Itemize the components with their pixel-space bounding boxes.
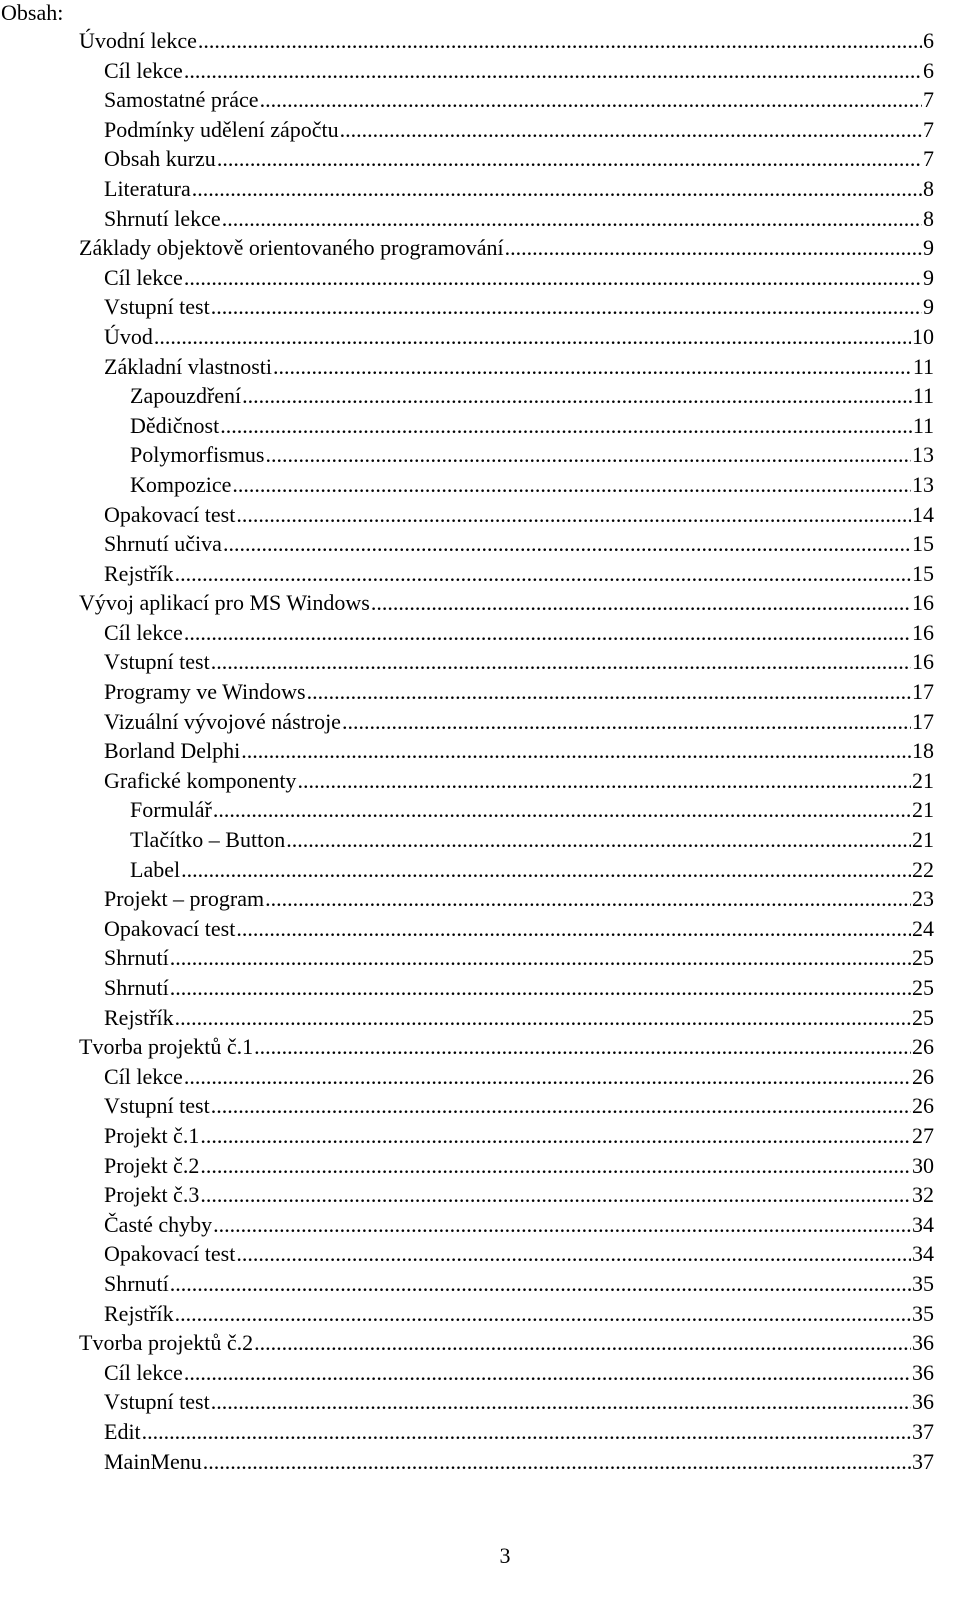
toc-entry-title: Cíl lekce [104, 264, 183, 290]
toc-entry-row[interactable] [104, 1151, 934, 1181]
toc-entry-page: 16 [912, 590, 934, 616]
toc-entry-row[interactable] [104, 1091, 934, 1121]
toc-entry-page: 15 [912, 560, 934, 586]
dot-leader [273, 352, 912, 382]
toc-heading: Obsah: [1, 0, 64, 25]
dot-leader [254, 1032, 911, 1062]
dot-leader [286, 825, 911, 855]
toc-entry-row[interactable] [104, 1180, 934, 1210]
toc-entry[interactable] [0, 233, 960, 263]
toc-entry-title: Opakovací test [104, 1241, 236, 1267]
toc-entry-row[interactable] [104, 1210, 934, 1240]
toc-entry[interactable] [0, 1062, 960, 1092]
toc-entry-row[interactable] [104, 292, 934, 322]
toc-entry-row[interactable] [104, 559, 934, 589]
toc-entry-row[interactable] [104, 144, 934, 174]
toc-entry-page: 9 [923, 264, 934, 290]
toc-entry-page: 9 [923, 294, 934, 320]
toc-entry[interactable] [0, 1210, 960, 1240]
toc-entry[interactable] [0, 736, 960, 766]
toc-entry-title: Tvorba projektů č.2 [79, 1330, 254, 1356]
dot-leader [175, 559, 911, 589]
dot-leader [340, 115, 922, 145]
toc-entry-title: Časté chyby [104, 1211, 213, 1237]
dot-leader [213, 795, 911, 825]
toc-entry[interactable] [0, 352, 960, 382]
toc-entry-title: Cíl lekce [104, 57, 183, 83]
toc-entry-row[interactable] [104, 500, 934, 530]
toc-entry-row[interactable] [79, 1328, 934, 1358]
toc-entry[interactable] [0, 766, 960, 796]
toc-entry-row[interactable] [130, 825, 934, 855]
toc-entry-page: 17 [912, 708, 934, 734]
toc-entry-row[interactable] [130, 795, 934, 825]
toc-entry[interactable] [0, 559, 960, 589]
toc-entry-title: Vstupní test [104, 649, 210, 675]
toc-entry-title: Obsah kurzu [104, 146, 216, 172]
dot-leader [198, 26, 922, 56]
dot-leader [211, 1091, 911, 1121]
dot-leader [142, 1417, 911, 1447]
toc-entry-title: Úvod [104, 323, 153, 349]
toc-entry[interactable] [0, 440, 960, 470]
toc-entry-page: 37 [912, 1448, 934, 1474]
toc-entry-title: Vstupní test [104, 294, 210, 320]
dot-leader [297, 766, 911, 796]
toc-entry-page: 10 [912, 323, 934, 349]
toc-entry-page: 11 [912, 383, 934, 409]
dot-leader [236, 1239, 911, 1269]
toc-entry[interactable] [0, 1299, 960, 1329]
toc-entry-title: Opakovací test [104, 915, 236, 941]
dot-leader [184, 1062, 911, 1092]
toc-entry-row[interactable] [104, 1299, 934, 1329]
dot-leader [232, 470, 911, 500]
toc-entry-page: 6 [923, 57, 934, 83]
toc-entry-page: 25 [912, 975, 934, 1000]
toc-entry[interactable] [0, 647, 960, 677]
toc-entry-row[interactable] [104, 647, 934, 677]
toc-entry[interactable] [0, 56, 960, 86]
toc-entry-title: Programy ve Windows [104, 679, 306, 705]
dot-leader [241, 736, 911, 766]
toc-entry-page: 25 [912, 1004, 934, 1030]
dot-leader [307, 677, 911, 707]
toc-entry[interactable] [0, 470, 960, 500]
toc-entry-row[interactable] [130, 440, 934, 470]
toc-entry[interactable] [0, 1269, 960, 1299]
toc-entry-row[interactable] [130, 470, 934, 500]
toc-entry-row[interactable] [104, 1358, 934, 1388]
toc-entry-page: 34 [912, 1211, 934, 1237]
toc-entry[interactable] [0, 825, 960, 855]
toc-entry[interactable] [0, 914, 960, 944]
toc-entry[interactable] [0, 1328, 960, 1358]
toc-entry-page: 30 [912, 1152, 934, 1178]
toc-entry-title: Rejstřík [104, 560, 174, 586]
toc-entry-row[interactable] [104, 943, 934, 973]
dot-leader [184, 263, 922, 293]
toc-entry-page: 11 [912, 353, 934, 379]
dot-leader [505, 233, 922, 263]
toc-entry-title: Literatura [104, 175, 191, 201]
dot-leader [220, 411, 912, 441]
toc-entry-page: 27 [912, 1122, 934, 1148]
toc-entry-page: 21 [912, 767, 934, 793]
dot-leader [211, 292, 922, 322]
toc-entry[interactable] [0, 26, 960, 56]
toc-entry-row[interactable] [104, 529, 934, 559]
toc-entry-row[interactable] [130, 411, 934, 441]
toc-entry[interactable] [0, 677, 960, 707]
dot-leader [223, 529, 911, 559]
toc-entry-row[interactable] [104, 1387, 934, 1417]
toc-entry-title: Dědičnost [130, 412, 220, 438]
toc-entry-row[interactable] [104, 85, 934, 115]
toc-entry-title: Podmínky udělení zápočtu [104, 116, 339, 142]
toc-entry-title: Tlačítko – Button [130, 827, 286, 853]
toc-entry-title: Úvodní lekce [79, 28, 197, 53]
toc-entry-page: 35 [912, 1300, 934, 1326]
dot-leader [184, 618, 911, 648]
toc-entry-page: 6 [923, 28, 934, 53]
toc-entry-title: Shrnutí lekce [104, 205, 221, 231]
dot-leader [200, 1121, 911, 1151]
toc-entry-page: 36 [912, 1359, 934, 1385]
dot-leader [170, 1269, 911, 1299]
toc-entry-title: Projekt č.1 [104, 1122, 200, 1148]
toc-entry[interactable] [0, 500, 960, 530]
toc-entry-row[interactable] [79, 26, 934, 56]
toc-entry-page: 25 [912, 945, 934, 971]
toc-entry-title: Kompozice [130, 471, 232, 497]
toc-entry[interactable] [0, 1032, 960, 1062]
toc-entry-page: 16 [912, 619, 934, 645]
toc-entry[interactable] [0, 174, 960, 204]
dot-leader [260, 85, 922, 115]
toc-entry-title: Základy objektově orientovaného programování [79, 235, 504, 261]
toc-entry-title: Rejstřík [104, 1300, 174, 1326]
dot-leader [217, 144, 922, 174]
toc-entry-row[interactable] [104, 174, 934, 204]
toc-entry[interactable] [0, 322, 960, 352]
toc-entry-page: 34 [912, 1241, 934, 1267]
toc-entry-row[interactable] [130, 855, 934, 885]
dot-leader [181, 855, 911, 885]
toc-entry-title: Samostatné práce [104, 87, 259, 113]
toc-entry[interactable] [0, 144, 960, 174]
toc-entry-page: 11 [912, 412, 934, 438]
toc-entry-row[interactable] [79, 233, 934, 263]
toc-entry[interactable] [0, 1091, 960, 1121]
toc-entry-title: Základní vlastnosti [104, 353, 273, 379]
toc-entry-page: 21 [912, 827, 934, 853]
toc-entry-title: Zapouzdření [130, 383, 242, 409]
toc-entry-title: Shrnutí učiva [104, 531, 222, 557]
toc-list [0, 26, 960, 1476]
toc-entry-title: Cíl lekce [104, 1063, 183, 1089]
toc-entry-page: 14 [912, 501, 934, 527]
dot-leader [236, 914, 911, 944]
dot-leader [236, 500, 911, 530]
toc-entry-page: 37 [912, 1418, 934, 1444]
toc-entry[interactable] [0, 855, 960, 885]
toc-entry-page: 36 [912, 1330, 934, 1356]
toc-entry-title: Vizuální vývojové nástroje [104, 708, 341, 734]
toc-entry-row[interactable] [104, 204, 934, 234]
toc-entry[interactable] [0, 884, 960, 914]
dot-leader [175, 1299, 911, 1329]
toc-entry-title: Vstupní test [104, 1093, 210, 1119]
toc-entry-title: Polymorfismus [130, 442, 265, 468]
toc-entry[interactable] [0, 1447, 960, 1477]
toc-entry[interactable] [0, 795, 960, 825]
toc-entry-row[interactable] [104, 1269, 934, 1299]
toc-entry-row[interactable] [104, 736, 934, 766]
dot-leader [203, 1447, 911, 1477]
toc-entry-row[interactable] [104, 707, 934, 737]
toc-entry-page: 8 [923, 205, 934, 231]
toc-entry[interactable] [0, 943, 960, 973]
toc-entry-row[interactable] [104, 766, 934, 796]
dot-leader [170, 973, 911, 1003]
dot-leader [211, 647, 911, 677]
toc-entry[interactable] [0, 588, 960, 618]
toc-entry-title: Tvorba projektů č.1 [79, 1034, 254, 1060]
dot-leader [175, 1003, 911, 1033]
toc-entry-row[interactable] [104, 1239, 934, 1269]
toc-entry-title: Cíl lekce [104, 1359, 183, 1385]
dot-leader [213, 1210, 911, 1240]
toc-entry[interactable] [0, 292, 960, 322]
toc-entry-title: Projekt – program [104, 886, 265, 912]
toc-entry-row[interactable] [104, 1003, 934, 1033]
dot-leader [371, 588, 911, 618]
toc-entry[interactable] [0, 381, 960, 411]
toc-entry[interactable] [0, 1121, 960, 1151]
toc-entry-row[interactable] [104, 1447, 934, 1477]
dot-leader [265, 884, 911, 914]
dot-leader [342, 707, 911, 737]
toc-entry-row[interactable] [104, 1121, 934, 1151]
toc-entry-title: Formulář [130, 797, 212, 823]
dot-leader [222, 204, 922, 234]
toc-entry-page: 35 [912, 1270, 934, 1296]
toc-entry[interactable] [0, 1239, 960, 1269]
toc-entry-page: 13 [912, 442, 934, 468]
toc-entry[interactable] [0, 1417, 960, 1447]
toc-entry-page: 7 [923, 146, 934, 172]
dot-leader [170, 943, 911, 973]
toc-entry-row[interactable] [104, 1417, 934, 1447]
dot-leader [254, 1328, 911, 1358]
toc-entry-row[interactable] [104, 884, 934, 914]
dot-leader [184, 1358, 911, 1388]
toc-entry-row[interactable] [104, 56, 934, 86]
toc-entry[interactable] [0, 204, 960, 234]
toc-entry-title: Grafické komponenty [104, 767, 297, 793]
toc-entry-row[interactable] [104, 322, 934, 352]
toc-entry[interactable] [0, 1358, 960, 1388]
toc-entry[interactable] [0, 1387, 960, 1417]
toc-entry-page: 13 [912, 471, 934, 497]
toc-entry-row[interactable] [104, 1062, 934, 1092]
toc-entry-title: Borland Delphi [104, 738, 241, 764]
toc-entry-page: 36 [912, 1389, 934, 1415]
toc-entry-page: 24 [912, 915, 934, 941]
toc-entry-title: Cíl lekce [104, 619, 183, 645]
toc-entry-row[interactable] [130, 381, 934, 411]
toc-entry-title: Label [130, 856, 181, 882]
toc-entry-page: 7 [923, 116, 934, 142]
toc-entry[interactable] [0, 411, 960, 441]
toc-entry-title: Shrnutí [104, 975, 169, 1000]
toc-entry-page: 32 [912, 1182, 934, 1208]
toc-entry-page: 8 [923, 175, 934, 201]
toc-entry[interactable] [0, 115, 960, 145]
toc-entry-row[interactable] [104, 263, 934, 293]
toc-entry-page: 26 [912, 1093, 934, 1119]
toc-entry-page: 26 [912, 1063, 934, 1089]
toc-entry[interactable] [0, 1151, 960, 1181]
toc-entry-title: Vývoj aplikací pro MS Windows [79, 590, 370, 616]
toc-entry-title: Vstupní test [104, 1389, 210, 1415]
toc-entry-row[interactable] [104, 677, 934, 707]
dot-leader [154, 322, 911, 352]
toc-entry-title: Projekt č.3 [104, 1182, 200, 1208]
toc-entry-page: 21 [912, 797, 934, 823]
toc-entry-page: 22 [912, 856, 934, 882]
dot-leader [211, 1387, 911, 1417]
toc-entry-page: 7 [923, 87, 934, 113]
toc-entry-page: 23 [912, 886, 934, 912]
toc-entry[interactable] [0, 1180, 960, 1210]
toc-entry-title: Shrnutí [104, 1270, 169, 1296]
toc-entry[interactable] [0, 1003, 960, 1033]
toc-entry-title: Opakovací test [104, 501, 236, 527]
toc-entry[interactable] [0, 618, 960, 648]
toc-entry-row[interactable] [104, 914, 934, 944]
toc-entry-row[interactable] [104, 352, 934, 382]
page-number: 3 [499, 1543, 511, 1568]
dot-leader [200, 1180, 911, 1210]
toc-entry[interactable] [0, 707, 960, 737]
toc-entry-page: 18 [912, 738, 934, 764]
toc-entry-page: 9 [923, 235, 934, 261]
toc-entry[interactable] [0, 263, 960, 293]
toc-entry-row[interactable] [79, 1032, 934, 1062]
toc-entry[interactable] [0, 529, 960, 559]
toc-entry-title: Rejstřík [104, 1004, 174, 1030]
toc-entry-title: Projekt č.2 [104, 1152, 200, 1178]
toc-entry-page: 16 [912, 649, 934, 675]
dot-leader [184, 56, 922, 86]
toc-entry-page: 15 [912, 531, 934, 557]
dot-leader [265, 440, 911, 470]
toc-entry-title: Edit [104, 1418, 141, 1444]
toc-entry-row[interactable] [104, 115, 934, 145]
toc-entry[interactable] [0, 973, 960, 1003]
toc-entry-row[interactable] [104, 618, 934, 648]
dot-leader [200, 1151, 911, 1181]
toc-entry[interactable] [0, 85, 960, 115]
toc-entry-title: Shrnutí [104, 945, 169, 971]
toc-entry-page: 26 [912, 1034, 934, 1060]
toc-entry-page: 17 [912, 679, 934, 705]
dot-leader [242, 381, 912, 411]
dot-leader [192, 174, 922, 204]
toc-entry-title: MainMenu [104, 1448, 202, 1474]
toc-entry-row[interactable] [104, 973, 934, 1003]
toc-entry-row[interactable] [79, 588, 934, 618]
